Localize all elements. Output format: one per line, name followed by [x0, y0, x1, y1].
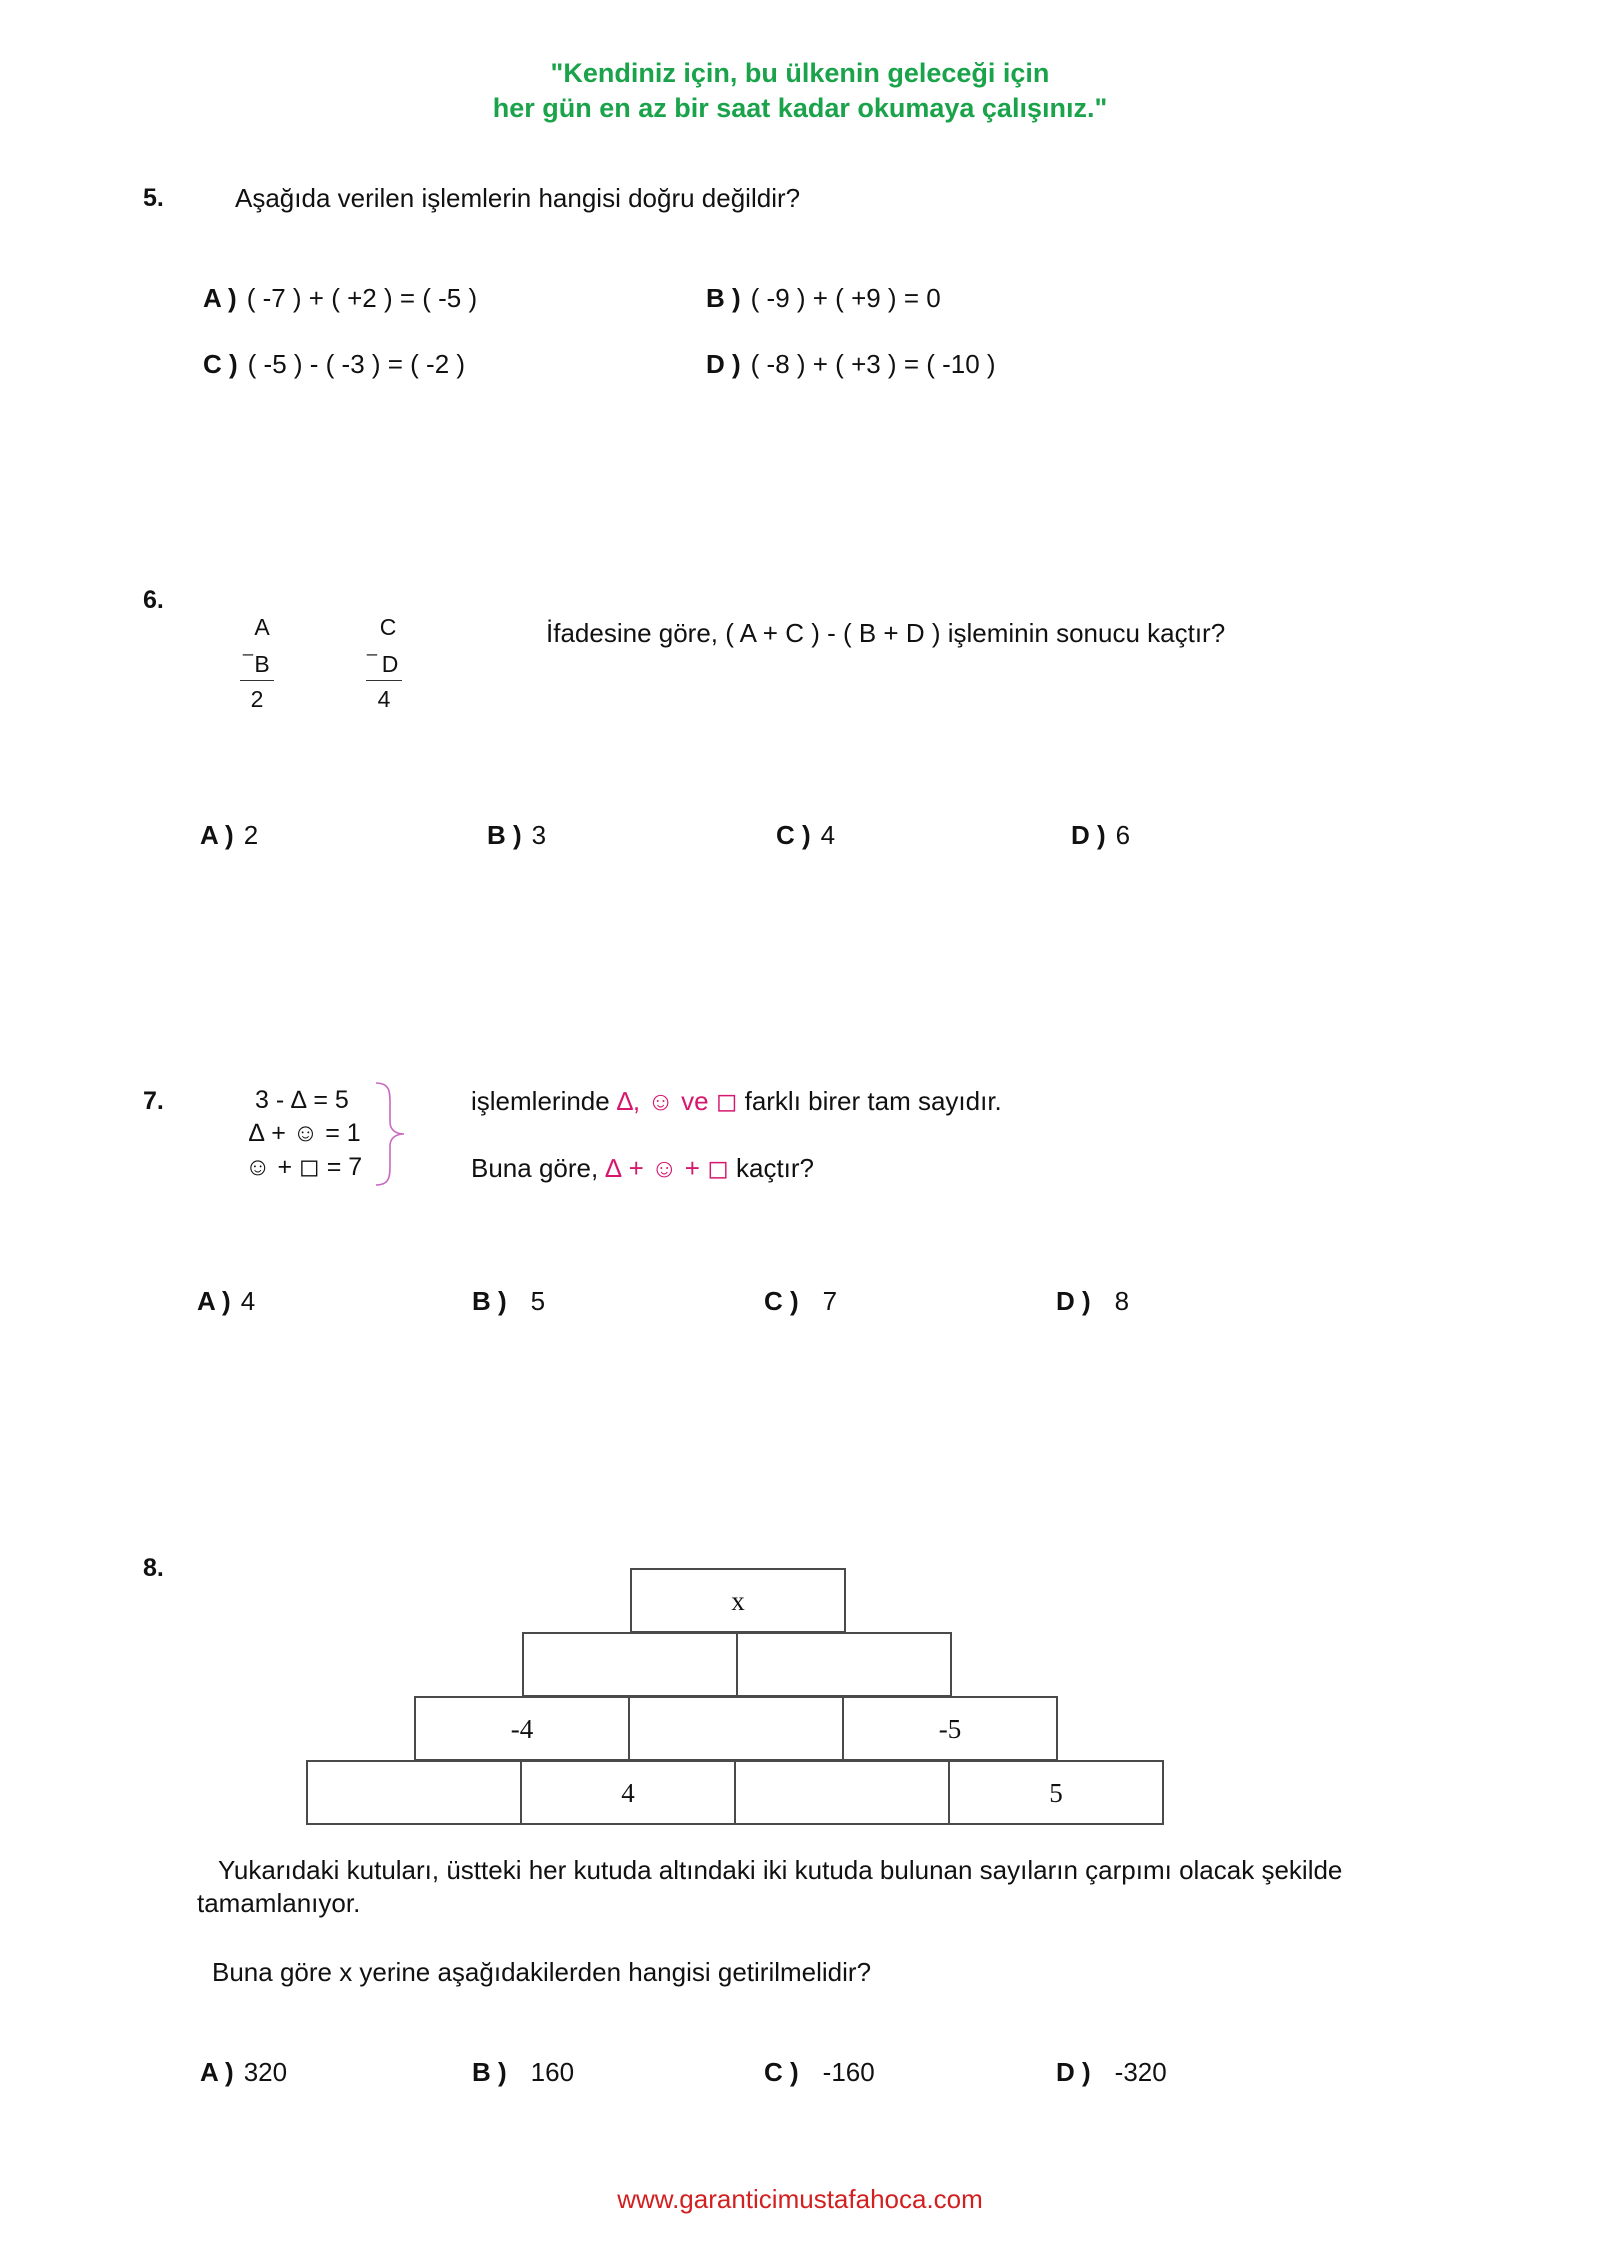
- question-6-option-d[interactable]: [1071, 820, 1130, 851]
- option-text: 320: [243, 2057, 288, 2087]
- question-7-option-b[interactable]: [472, 1286, 545, 1317]
- subtraction-right-middle: D: [381, 651, 399, 677]
- question-7-statement: [471, 1086, 1002, 1117]
- pyramid-box: [734, 1760, 950, 1825]
- equation-3: ☺ + ◻ = 7: [245, 1153, 363, 1181]
- pyramid-box: -4: [414, 1696, 630, 1761]
- option-text: ( -8 ) + ( +3 ) = ( -10 ): [750, 349, 996, 379]
- pyramid-box: -5: [842, 1696, 1058, 1761]
- statement-prefix: işlemlerinde: [471, 1086, 610, 1116]
- pyramid-box: [522, 1632, 738, 1697]
- question-6-number: 6.: [143, 586, 164, 614]
- question-6-option-c[interactable]: [776, 820, 835, 851]
- option-letter: C ): [203, 349, 238, 379]
- option-letter: D ): [1071, 820, 1106, 850]
- option-letter: A ): [200, 2057, 234, 2087]
- option-letter: D ): [1056, 2057, 1091, 2087]
- footer-website-link[interactable]: www.garanticimustafahoca.com: [617, 2184, 983, 2214]
- question-5-text: Aşağıda verilen işlemlerin hangisi doğru değildir?: [235, 183, 801, 213]
- option-letter: A ): [203, 283, 237, 313]
- option-letter: B ): [487, 820, 522, 850]
- option-letter: A ): [200, 820, 234, 850]
- question-6-text: İfadesine göre, ( A + C ) - ( B + D ) işleminin sonucu kaçtır?: [546, 618, 1226, 648]
- pyramid-box: [628, 1696, 844, 1761]
- minus-sign: _: [243, 636, 254, 656]
- equation-2: ∆ + ☺ = 1: [249, 1119, 361, 1147]
- option-letter: C ): [764, 2057, 799, 2087]
- option-text: 4: [240, 1286, 256, 1316]
- pyramid-box: 4: [520, 1760, 736, 1825]
- option-text: ( -5 ) - ( -3 ) = ( -2 ): [247, 349, 466, 379]
- question-8-number: 8.: [143, 1554, 164, 1582]
- question-5-number: 5.: [143, 184, 164, 212]
- subtraction-left-result: 2: [250, 686, 264, 712]
- option-text: 2: [243, 820, 259, 850]
- option-text: 4: [820, 820, 836, 850]
- subtraction-right-top: C: [379, 614, 397, 640]
- question-5-option-b[interactable]: [706, 283, 941, 314]
- question-8-option-c[interactable]: [764, 2057, 875, 2088]
- ask-suffix: kaçtır?: [735, 1153, 815, 1183]
- ask-symbols: ∆ + ☺ + ◻: [605, 1153, 729, 1183]
- motivational-quote-line-1: "Kendiniz için, bu ülkenin geleceği için: [550, 58, 1050, 88]
- option-letter: D ): [1056, 1286, 1091, 1316]
- option-text: 3: [531, 820, 547, 850]
- statement-suffix: farklı birer tam sayıdır.: [744, 1086, 1002, 1116]
- option-letter: B ): [472, 2057, 507, 2087]
- question-7-text: [471, 1153, 814, 1184]
- subtraction-line: [240, 680, 274, 681]
- option-letter: C ): [776, 820, 811, 850]
- pyramid-box: [306, 1760, 522, 1825]
- option-text: -160: [822, 2057, 875, 2087]
- option-letter: B ): [706, 283, 741, 313]
- option-text: 5: [530, 1286, 546, 1316]
- subtraction-right-result: 4: [377, 686, 391, 712]
- option-text: 160: [530, 2057, 575, 2087]
- question-7-option-a[interactable]: [197, 1286, 255, 1317]
- subtraction-left-middle: B: [254, 651, 270, 677]
- option-text: -320: [1114, 2057, 1167, 2087]
- pyramid-box: [736, 1632, 952, 1697]
- question-5-option-c[interactable]: [203, 349, 465, 380]
- question-6-option-b[interactable]: [487, 820, 546, 851]
- question-7-option-c[interactable]: [764, 1286, 837, 1317]
- question-6-option-a[interactable]: [200, 820, 258, 851]
- question-7-number: 7.: [143, 1087, 164, 1115]
- question-8-description-line-2: tamamlanıyor.: [197, 1888, 361, 1918]
- option-text: 6: [1115, 820, 1131, 850]
- ask-prefix: Buna göre,: [471, 1153, 599, 1183]
- question-7-option-d[interactable]: [1056, 1286, 1129, 1317]
- option-text: ( -7 ) + ( +2 ) = ( -5 ): [246, 283, 478, 313]
- minus-sign: _: [367, 636, 378, 656]
- pyramid-box: 5: [948, 1760, 1164, 1825]
- subtraction-line: [366, 680, 402, 681]
- question-8-description-line-1: Yukarıdaki kutuları, üstteki her kutuda altındaki iki kutuda bulunan sayıların çarpımı olacak şekilde: [218, 1855, 1343, 1885]
- curly-brace-icon: [372, 1080, 408, 1188]
- question-5-option-d[interactable]: [706, 349, 996, 380]
- option-letter: A ): [197, 1286, 231, 1316]
- motivational-quote-line-2: her gün en az bir saat kadar okumaya çalışınız.": [492, 93, 1108, 123]
- question-8-text: Buna göre x yerine aşağıdakilerden hangisi getirilmelidir?: [212, 1957, 872, 1987]
- question-8-option-d[interactable]: [1056, 2057, 1167, 2088]
- statement-symbols: ∆, ☺ ve ◻: [616, 1086, 738, 1116]
- question-8-option-a[interactable]: [200, 2057, 287, 2088]
- option-text: 7: [822, 1286, 838, 1316]
- subtraction-left-top: A: [254, 614, 270, 640]
- option-letter: D ): [706, 349, 741, 379]
- option-letter: B ): [472, 1286, 507, 1316]
- equation-1: 3 - ∆ = 5: [255, 1086, 349, 1114]
- question-8-option-b[interactable]: [472, 2057, 574, 2088]
- question-5-option-a[interactable]: [203, 283, 477, 314]
- option-letter: C ): [764, 1286, 799, 1316]
- pyramid-box: x: [630, 1568, 846, 1633]
- option-text: ( -9 ) + ( +9 ) = 0: [750, 283, 941, 313]
- option-text: 8: [1114, 1286, 1130, 1316]
